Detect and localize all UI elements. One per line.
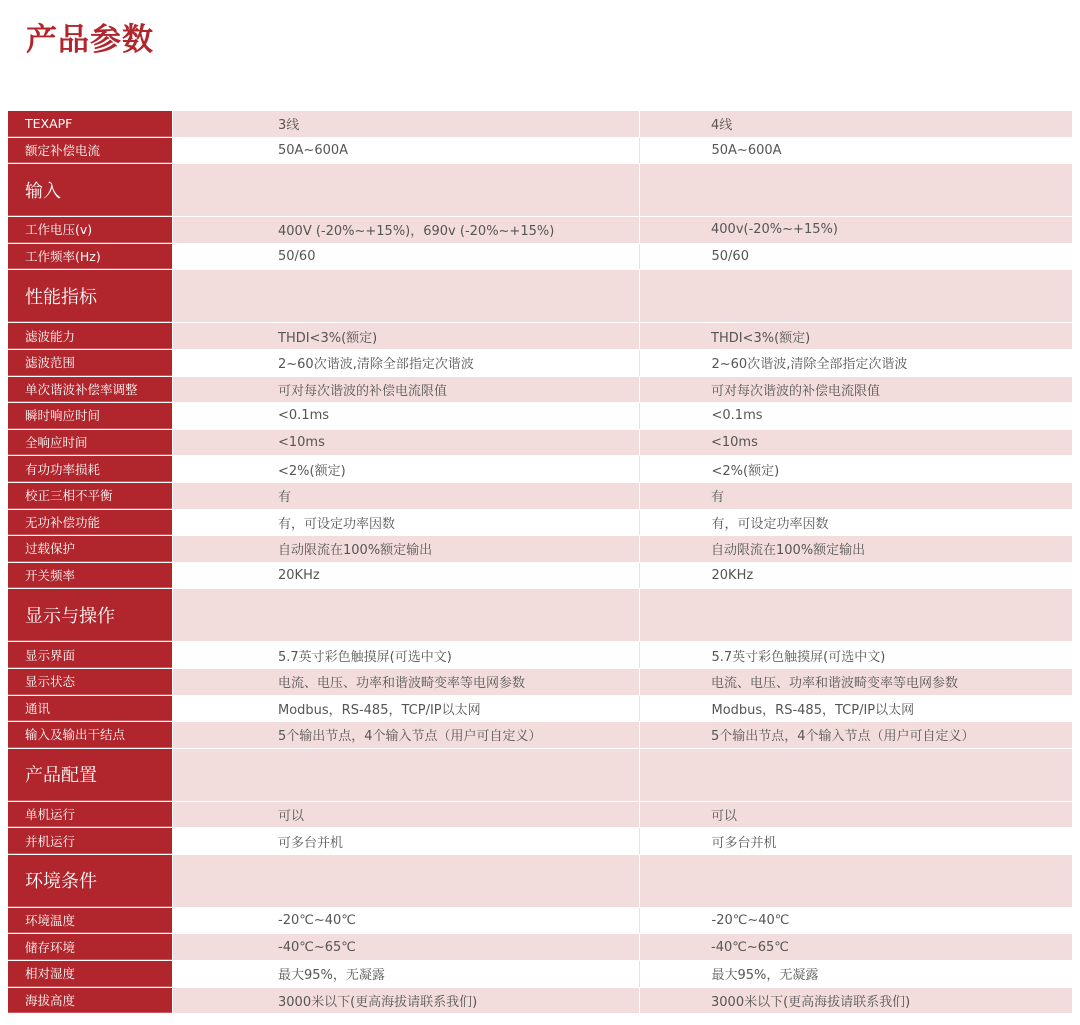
spec-row [8,988,1072,1015]
spec-value-3-wire: 50A~600A [172,138,640,164]
section-row [8,855,1072,908]
spec-label: 瞬时响应时间 [8,403,172,429]
spec-row [8,430,1072,457]
section-row [8,749,1072,802]
spec-value-4-wire: 最大95%，无凝露 [640,961,1073,987]
spec-label: 工作电压(v) [8,217,172,243]
section-cell [639,749,1072,801]
spec-value-4-wire: <0.1ms [640,403,1073,429]
section-heading: 环境条件 [8,855,172,907]
spec-label: 工作频率(Hz) [8,244,172,270]
spec-value-3-wire: 最大95%，无凝露 [172,961,640,987]
spec-value-4-wire: 有 [639,483,1072,509]
spec-row [8,323,1072,350]
spec-value-4-wire: 可多台并机 [640,828,1073,854]
spec-row [8,138,1072,165]
spec-row [8,802,1072,829]
section-cell [172,589,639,641]
spec-label: 显示界面 [8,642,172,668]
spec-value-3-wire: 可对每次谐波的补偿电流限值 [172,377,639,403]
spec-value-3-wire: 自动限流在100%额定输出 [172,536,639,562]
spec-row [8,669,1072,696]
section-cell [172,855,639,907]
spec-label: 通讯 [8,696,172,722]
spec-value-4-wire: 3000米以下(更高海拔请联系我们) [639,988,1072,1014]
spec-label: 相对湿度 [8,961,172,987]
page-title: 产品参数 [26,22,154,58]
spec-value-3-wire: <0.1ms [172,403,640,429]
spec-label: 有功功率损耗 [8,456,172,482]
spec-value-3-wire: 400V (-20%~+15%)，690v (-20%~+15%) [172,217,639,243]
spec-value-4-wire: <2%(额定) [640,456,1073,482]
spec-label: 海拔高度 [8,988,172,1014]
spec-value-4-wire: 20KHz [640,563,1073,589]
spec-value-3-wire: 有，可设定功率因数 [172,510,640,536]
spec-value-3-wire: 50/60 [172,244,640,270]
spec-row [8,563,1072,590]
spec-row [8,483,1072,510]
spec-value-3-wire: 20KHz [172,563,640,589]
spec-value-4-wire: 2~60次谐波,清除全部指定次谐波 [640,350,1073,376]
spec-value-4-wire: <10ms [639,430,1072,456]
section-row [8,164,1072,217]
spec-value-3-wire: 可多台并机 [172,828,640,854]
spec-row [8,961,1072,988]
spec-value-4-wire: 电流、电压、功率和谐波畸变率等电网参数 [639,669,1072,695]
spec-label: 滤波范围 [8,350,172,376]
spec-label: 额定补偿电流 [8,138,172,164]
section-row [8,589,1072,642]
spec-row [8,908,1072,935]
spec-row [8,403,1072,430]
spec-label: 输入及输出干结点 [8,722,172,748]
spec-value-4-wire: 自动限流在100%额定输出 [639,536,1072,562]
spec-row [8,377,1072,404]
spec-value-4-wire: -20℃~40℃ [640,908,1073,934]
spec-row [8,696,1072,723]
spec-value-4-wire: 5个输出节点，4个输入节点（用户可自定义） [639,722,1072,748]
spec-value-3-wire: <10ms [172,430,639,456]
spec-value-3-wire: 可以 [172,802,639,828]
section-cell [639,589,1072,641]
section-row [8,270,1072,323]
spec-value-3-wire: 2~60次谐波,清除全部指定次谐波 [172,350,640,376]
section-heading: 产品配置 [8,749,172,801]
section-cell [639,855,1072,907]
section-cell [172,270,639,322]
spec-value-4-wire: -40℃~65℃ [639,934,1072,960]
spec-value-3-wire: <2%(额定) [172,456,640,482]
spec-row [8,934,1072,961]
section-cell [639,164,1072,216]
spec-value-3-wire: THDI<3%(额定) [172,323,639,349]
spec-label: 并机运行 [8,828,172,854]
spec-value-4-wire: 有，可设定功率因数 [640,510,1073,536]
spec-row [8,217,1072,244]
spec-label: 环境温度 [8,908,172,934]
spec-label: 无功补偿功能 [8,510,172,536]
spec-label: 开关频率 [8,563,172,589]
spec-value-4-wire: 可对每次谐波的补偿电流限值 [639,377,1072,403]
spec-value-3-wire: 5个输出节点，4个输入节点（用户可自定义） [172,722,639,748]
spec-value-4-wire: 50A~600A [640,138,1073,164]
spec-value-4-wire: 5.7英寸彩色触摸屏(可选中文) [640,642,1073,668]
spec-label: 单次谐波补偿率调整 [8,377,172,403]
spec-row [8,536,1072,563]
spec-row [8,456,1072,483]
spec-label: 过载保护 [8,536,172,562]
spec-label: 全响应时间 [8,430,172,456]
spec-value-3-wire: 3线 [172,111,639,137]
spec-row [8,722,1072,749]
spec-label: 校正三相不平衡 [8,483,172,509]
spec-value-3-wire: -20℃~40℃ [172,908,640,934]
spec-value-4-wire: 可以 [639,802,1072,828]
spec-value-4-wire: 400v(-20%~+15%) [639,217,1072,243]
spec-row [8,350,1072,377]
spec-row [8,828,1072,855]
spec-row [8,510,1072,537]
section-cell [172,164,639,216]
spec-value-3-wire: 电流、电压、功率和谐波畸变率等电网参数 [172,669,639,695]
section-heading: 显示与操作 [8,589,172,641]
section-heading: 性能指标 [8,270,172,322]
spec-value-3-wire: 3000米以下(更高海拔请联系我们) [172,988,639,1014]
spec-label: 单机运行 [8,802,172,828]
spec-value-3-wire: Modbus，RS-485，TCP/IP以太网 [172,696,640,722]
section-heading: 输入 [8,164,172,216]
spec-value-4-wire: THDI<3%(额定) [639,323,1072,349]
spec-value-3-wire: 5.7英寸彩色触摸屏(可选中文) [172,642,640,668]
spec-value-4-wire: 50/60 [640,244,1073,270]
spec-label: TEXAPF [8,111,172,137]
spec-row [8,111,1072,138]
spec-label: 显示状态 [8,669,172,695]
spec-value-3-wire: -40℃~65℃ [172,934,639,960]
spec-value-4-wire: Modbus，RS-485，TCP/IP以太网 [640,696,1073,722]
spec-value-3-wire: 有 [172,483,639,509]
section-cell [172,749,639,801]
section-cell [639,270,1072,322]
spec-value-4-wire: 4线 [639,111,1072,137]
spec-label: 储存环境 [8,934,172,960]
spec-row [8,642,1072,669]
spec-row [8,244,1072,271]
spec-table [8,111,1072,1014]
spec-label: 滤波能力 [8,323,172,349]
